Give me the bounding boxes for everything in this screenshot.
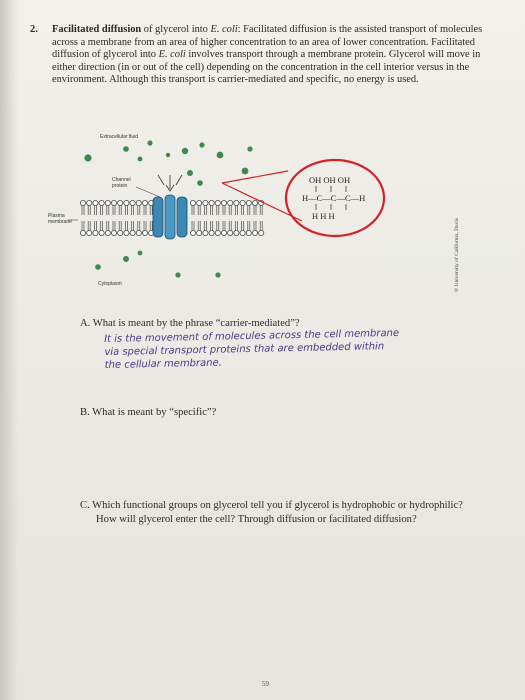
organism-name: E. coli [210,24,238,35]
lipid-tail [235,221,237,230]
lipid-head [240,230,245,235]
lipid-head [197,230,202,235]
part-b-question: B. What is meant by “specific”? [80,407,217,418]
arrow-out-icon-2 [176,175,182,185]
lipid-tail [198,206,200,215]
answer-line-2: via special transport proteins that are embedded within [104,341,385,358]
lipid-head [252,200,257,205]
part-c-question-line2: How will glycerol enter the cell? Through diffusion or facilitated diffusion? [96,514,417,525]
lipid-head [190,200,195,205]
lipid-head [130,230,135,235]
question-text-2: involves transport through a membrane protein. Glycerol will move in either direction (in or out of the cell) depending on the concentration in the cell interior versus in the environment. Although this transport is carrier-mediated and specific, no energy is used. [52,49,481,86]
answer-line-1: It is the movement of molecules across the cell membrane [104,327,400,345]
lipid-tail [125,221,127,230]
channel-label: Channel [112,177,131,183]
channel-pointer [136,187,160,197]
lipid-head [105,200,110,205]
lipid-tail [198,221,200,230]
lipid-head [246,230,251,235]
glycerol-particle [242,168,249,175]
plasma-label: Plasma [48,213,65,219]
lipid-head [136,230,141,235]
lipid-head [240,200,245,205]
lipid-head [124,230,129,235]
channel-subunit-mid [165,195,175,239]
channel-subunit-left [153,197,163,237]
lipid-tail [204,206,206,215]
lipid-tail [254,221,256,230]
lipid-tail [101,206,103,215]
lipid-tail [82,206,84,215]
question-title: Facilitated diffusion [52,24,142,35]
lipid-tail [88,221,90,230]
glycerol-particle [182,148,188,154]
lipid-tail [138,206,140,215]
lipid-head [124,200,129,205]
question-title-rest: of glycerol into [141,24,211,35]
lipid-head [209,200,214,205]
lipid-tail [192,221,194,230]
lipid-tail [242,206,244,215]
lipid-head [234,230,239,235]
glycerol-particle [166,153,170,157]
lipid-head [259,230,264,235]
lipid-head [118,200,123,205]
lipid-tail [94,221,96,230]
lipid-tail [88,206,90,215]
lipid-tail [204,221,206,230]
lipid-head [142,230,147,235]
lipid-head [246,200,251,205]
lipid-head [105,230,110,235]
lipid-tail [150,221,152,230]
lipid-head [228,200,233,205]
glycerol-particle [84,154,91,161]
lipid-head [142,200,147,205]
glycerol-particle [215,272,220,277]
lipid-head [93,200,98,205]
answer-line-3: the cellular membrane. [104,357,223,371]
glycerol-particle [95,264,101,270]
lipid-head [221,200,226,205]
lipid-tail [132,206,134,215]
lipid-head [221,230,226,235]
lipid-tail [119,221,121,230]
lipid-tail [235,206,237,215]
lipid-tail [229,206,231,215]
lipid-head [111,200,116,205]
lipid-tail [223,206,225,215]
lipid-tail [132,221,134,230]
arrow-out-icon [158,175,164,185]
lipid-head [234,200,239,205]
lipid-tail [150,206,152,215]
lipid-tail [144,206,146,215]
lipid-head [80,230,85,235]
lipid-tail [260,221,262,230]
lipid-head [99,200,104,205]
lipid-tail [192,206,194,215]
lipid-tail [248,221,250,230]
page-shadow [0,0,18,700]
glycerol-particle [123,146,129,152]
arrow-in-icon [166,175,174,191]
question-body [30,24,500,87]
lipid-head [136,200,141,205]
lipid-tail [223,221,225,230]
lipid-tail [125,206,127,215]
lipid-tail [107,206,109,215]
lipid-tail [113,206,115,215]
bond-lines-top [316,186,346,192]
question-intro [30,24,500,87]
lipid-tail [229,221,231,230]
lipid-head [99,230,104,235]
lipid-head [209,230,214,235]
question-number: 2. [30,24,38,35]
lipid-tail [94,206,96,215]
lipid-tail [242,221,244,230]
glycerol-particle [187,170,193,176]
lipid-head [190,230,195,235]
lipid-head [87,230,92,235]
lipid-head [87,200,92,205]
lipid-head [203,200,208,205]
lipid-tail [113,221,115,230]
glycerol-particle [247,146,252,151]
lipid-head [197,200,202,205]
facilitated-diffusion-diagram [40,125,480,310]
lipid-head [215,200,220,205]
lipid-head [228,230,233,235]
page-number: 59 [262,680,269,688]
glycerol-particle [199,142,204,147]
bond-lines-bottom [316,204,346,210]
callout-line [222,171,288,183]
membrane-label: membrane [48,219,72,225]
lipid-head [93,230,98,235]
extracellular-label: Extracellular fluid [100,134,139,140]
channel-protein [153,175,187,239]
lipid-head [203,230,208,235]
glycerol-particle [138,157,143,162]
lipid-tail [119,206,121,215]
lipid-tail [217,206,219,215]
lipid-head [130,200,135,205]
lipid-tail [82,221,84,230]
glycerol-particle [175,272,180,277]
lipid-tail [101,221,103,230]
lipid-tail [211,206,213,215]
glycerol-particle [123,256,129,262]
lipid-head [111,230,116,235]
glycerol-h-row: H H H [312,211,335,221]
lipid-tail [217,221,219,230]
lipid-head [118,230,123,235]
lipid-head [215,230,220,235]
image-credit: © University of California, Davis [454,218,460,292]
lipid-tail [254,206,256,215]
lipid-head [252,230,257,235]
cytoplasm-label: Cytoplasm [98,281,122,287]
glycerol-particle [147,140,152,145]
lipid-tail [260,206,262,215]
part-a-question: A. What is meant by the phrase “carrier-mediated”? [80,318,300,329]
glycerol-particle [197,180,203,186]
lipid-tail [211,221,213,230]
glycerol-particle [138,251,143,256]
lipid-tail [144,221,146,230]
lipid-tail [248,206,250,215]
glycerol-particle [217,152,224,159]
glycerol-carbon-row: H—C—C—C—H [302,193,366,203]
organism-name-2: E. coli [158,49,186,61]
lipid-tail [138,221,140,230]
lipid-tail [107,221,109,230]
question-text: : Facilitated diffusion is the assisted transport of molecules across a membrane from an area of higher concentration to an area of lower concentration. Facilitated diffusion of glycerol into [52,24,483,61]
protein-label: protein [112,183,128,189]
glycerol-oh-row: OH OH OH [309,175,351,185]
lipid-head [80,200,85,205]
channel-subunit-right [177,197,187,237]
part-c-question-line1: C. Which functional groups on glycerol tell you if glycerol is hydrophobic or hydrophilic? [80,500,463,511]
